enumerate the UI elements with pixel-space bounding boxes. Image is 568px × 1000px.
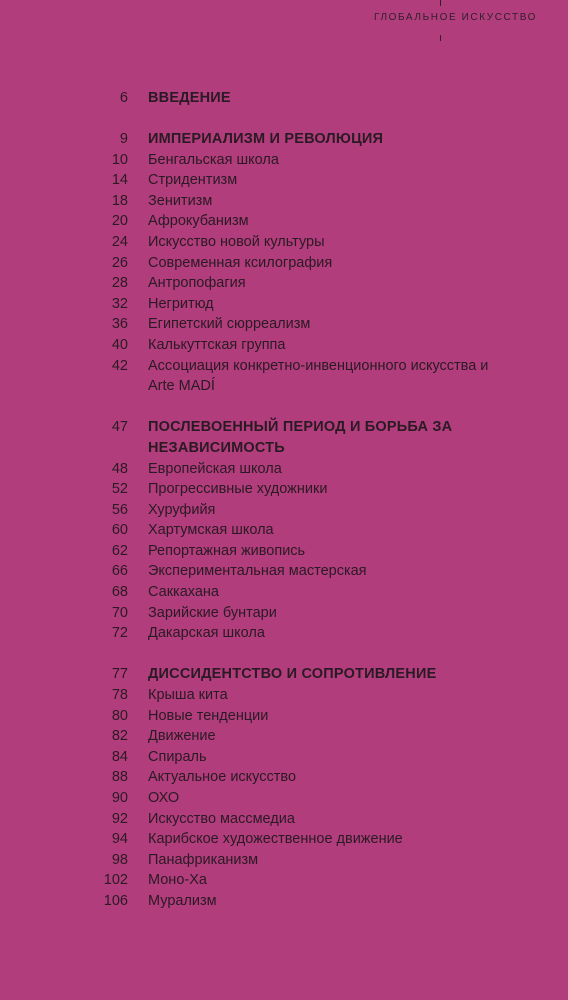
header-tick-top [440, 0, 441, 6]
entry-page-number: 84 [111, 748, 128, 765]
entry-title: ОХО [148, 789, 180, 806]
section-page-number: 6 [119, 90, 128, 106]
toc-entry[interactable] [0, 520, 568, 541]
entry-page-number: 88 [111, 769, 128, 786]
entry-title: Искусство массмедиа [148, 810, 295, 827]
entry-page-number: 94 [111, 831, 128, 848]
section-page-number: 47 [111, 419, 128, 436]
entry-title: Спираль [148, 748, 207, 765]
entry-title: Панафриканизм [148, 851, 259, 868]
toc-entry[interactable] [0, 211, 568, 232]
toc-entry[interactable] [0, 273, 568, 294]
toc-section [0, 664, 568, 911]
entry-title: Египетский сюрреализм [148, 316, 311, 333]
toc-entry[interactable] [0, 335, 568, 356]
toc-entry[interactable] [0, 623, 568, 644]
header-tick-bottom [440, 35, 441, 41]
toc-entry[interactable] [0, 767, 568, 788]
entry-page-number: 60 [111, 522, 128, 539]
section-page-number: 9 [119, 131, 128, 148]
entry-page-number: 80 [111, 707, 128, 724]
table-of-contents [0, 88, 568, 932]
entry-title: Репортажная живопись [148, 542, 306, 559]
entry-title: Современная ксилография [148, 254, 333, 271]
entry-page-number: 24 [111, 234, 128, 251]
entry-page-number: 28 [111, 275, 128, 292]
section-page-number: 77 [111, 666, 128, 683]
toc-entry[interactable] [0, 479, 568, 500]
toc-entry[interactable] [0, 603, 568, 624]
toc-entry[interactable] [0, 809, 568, 830]
entry-page-number: 26 [111, 254, 128, 271]
entry-title: Европейская школа [148, 460, 282, 477]
toc-entry[interactable] [0, 747, 568, 768]
entry-title: Искусство новой культуры [148, 234, 325, 251]
entry-title: Прогрессивные художники [148, 481, 328, 498]
toc-entry[interactable] [0, 582, 568, 603]
toc-entry[interactable] [0, 191, 568, 212]
entry-page-number: 10 [111, 151, 128, 168]
toc-entry[interactable] [0, 706, 568, 727]
entry-title: Экспериментальная мастерская [148, 563, 367, 580]
toc-entry[interactable] [0, 870, 568, 891]
entry-page-number: 72 [111, 625, 128, 642]
section-heading[interactable] [0, 88, 568, 109]
entry-page-number: 36 [111, 316, 128, 333]
section-heading[interactable] [0, 664, 568, 685]
entry-title: Саккахана [148, 584, 219, 601]
toc-entry[interactable] [0, 150, 568, 171]
entry-page-number: 82 [111, 728, 128, 745]
section-heading[interactable] [0, 417, 568, 458]
toc-entry[interactable] [0, 459, 568, 480]
toc-section [0, 88, 568, 109]
section-title: ПОСЛЕВОЕННЫЙ ПЕРИОД И БОРЬБА ЗА НЕЗАВИСИМОСТЬ [148, 419, 453, 456]
section-title: ДИССИДЕНТСТВО И СОПРОТИВЛЕНИЕ [148, 666, 437, 683]
entry-title: Афрокубанизм [148, 213, 249, 230]
entry-page-number: 106 [103, 892, 128, 909]
entry-page-number: 14 [111, 172, 128, 189]
entry-page-number: 32 [111, 295, 128, 312]
toc-entry[interactable] [0, 294, 568, 315]
section-title: ИМПЕРИАЛИЗМ И РЕВОЛЮЦИЯ [148, 131, 384, 148]
entry-title: Движение [148, 728, 216, 745]
running-header: ГЛОБАЛЬНОЕ ИСКУССТВО [374, 12, 538, 23]
entry-page-number: 78 [111, 686, 128, 703]
toc-entry[interactable] [0, 561, 568, 582]
toc-entry[interactable] [0, 314, 568, 335]
section-heading[interactable] [0, 129, 568, 150]
entry-title: Негритюд [148, 295, 214, 312]
entry-title: Стридентизм [148, 172, 238, 189]
entry-title: Калькуттская группа [148, 337, 286, 354]
entry-title: Хуруфийя [148, 501, 216, 518]
toc-entry[interactable] [0, 170, 568, 191]
entry-page-number: 98 [111, 851, 128, 868]
entry-page-number: 68 [111, 584, 128, 601]
toc-section [0, 417, 568, 644]
entry-page-number: 56 [111, 501, 128, 518]
entry-page-number: 90 [111, 789, 128, 806]
entry-page-number: 48 [111, 460, 128, 477]
toc-entry[interactable] [0, 232, 568, 253]
entry-page-number: 18 [111, 192, 128, 209]
toc-entry[interactable] [0, 253, 568, 274]
toc-entry[interactable] [0, 500, 568, 521]
toc-entry[interactable] [0, 788, 568, 809]
entry-title: Мурализм [148, 892, 217, 909]
entry-page-number: 52 [111, 481, 128, 498]
entry-page-number: 62 [111, 542, 128, 559]
section-title: ВВЕДЕНИЕ [148, 90, 231, 106]
entry-page-number: 42 [111, 357, 128, 374]
toc-entry[interactable] [0, 850, 568, 871]
toc-entry[interactable] [0, 891, 568, 912]
toc-entry[interactable] [0, 829, 568, 850]
toc-entry[interactable] [0, 356, 568, 397]
entry-page-number: 102 [103, 872, 128, 889]
toc-section [0, 129, 568, 397]
entry-title: Бенгальская школа [148, 151, 279, 168]
entry-title: Карибское художественное движение [148, 831, 403, 848]
entry-title: Актуальное искусство [148, 769, 297, 786]
entry-title: Новые тенденции [148, 707, 269, 724]
entry-title: Ассоциация конкретно-инвенционного искусства и Arte MADÍ [148, 357, 489, 395]
entry-title: Крыша кита [148, 686, 228, 703]
entry-title: Зарийские бунтари [148, 604, 277, 621]
entry-title: Дакарская школа [148, 625, 265, 642]
entry-page-number: 40 [111, 337, 128, 354]
toc-entry[interactable] [0, 541, 568, 562]
entry-page-number: 66 [111, 563, 128, 580]
entry-title: Моно-Ха [148, 872, 207, 889]
entry-title: Хартумская школа [148, 522, 274, 539]
toc-entry[interactable] [0, 726, 568, 747]
entry-title: Антропофагия [148, 275, 246, 292]
entry-page-number: 20 [111, 213, 128, 230]
toc-entry[interactable] [0, 685, 568, 706]
entry-title: Зенитизм [148, 192, 213, 209]
entry-page-number: 70 [111, 604, 128, 621]
entry-page-number: 92 [111, 810, 128, 827]
